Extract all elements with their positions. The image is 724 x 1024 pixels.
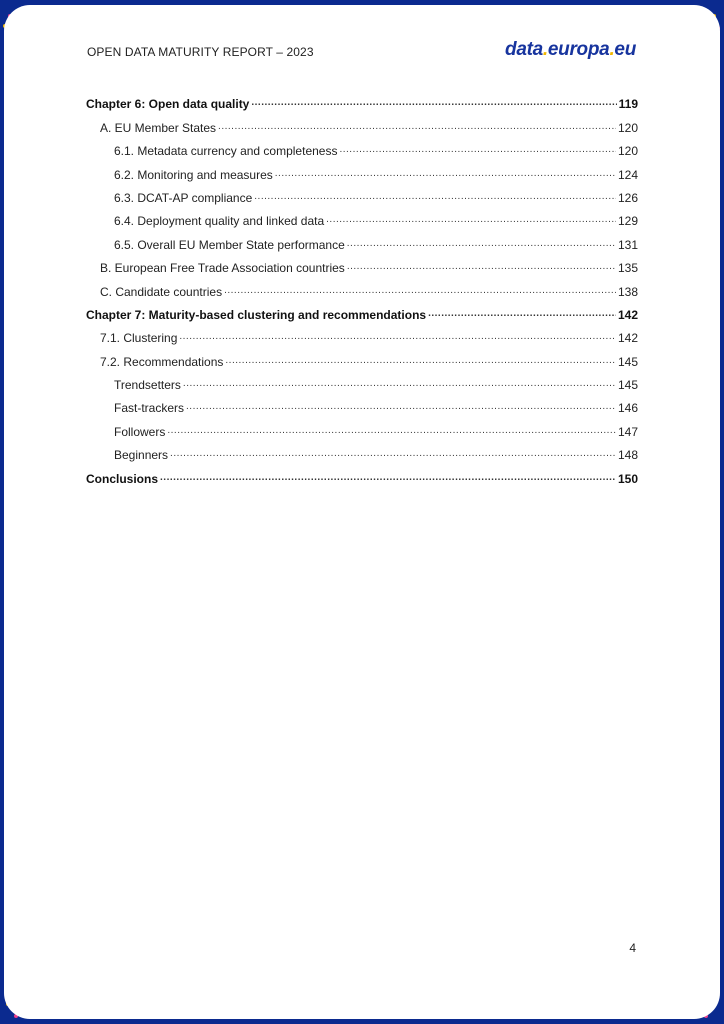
toc-entry-label: C. Candidate countries — [100, 284, 223, 299]
toc-entry-7-2[interactable] — [86, 345, 638, 368]
toc-dot-leader — [160, 473, 616, 483]
toc-dot-leader — [347, 239, 616, 249]
toc-entry-page: 138 — [617, 284, 638, 299]
toc-dot-leader — [186, 402, 616, 412]
toc-entry-page: 146 — [617, 401, 638, 416]
toc-dot-leader — [218, 122, 616, 132]
page-number: 4 — [629, 941, 636, 955]
toc-entry-fast-trackers[interactable] — [86, 392, 638, 415]
document-page — [4, 5, 720, 1019]
logo-dot-icon: . — [542, 39, 548, 60]
toc-dot-leader — [275, 169, 616, 179]
toc-entry-page: 126 — [617, 190, 638, 205]
toc-entry-7-1[interactable] — [86, 322, 638, 345]
toc-entry-efta-countries[interactable] — [86, 252, 638, 275]
toc-entry-label: Chapter 7: Maturity-based clustering and recommendations — [86, 307, 427, 322]
toc-entry-label: A. EU Member States — [100, 120, 217, 135]
toc-entry-label: Followers — [114, 424, 166, 439]
data-europa-logo — [505, 39, 636, 61]
logo-text-europa: europa — [547, 39, 610, 60]
toc-entry-label: 6.2. Monitoring and measures — [114, 167, 273, 182]
toc-entry-page: 142 — [617, 307, 638, 322]
toc-entry-6-3[interactable] — [86, 182, 638, 205]
toc-entry-page: 135 — [617, 261, 638, 276]
toc-entry-page: 131 — [617, 237, 638, 252]
toc-entry-beginners[interactable] — [86, 439, 638, 462]
toc-entry-page: 129 — [617, 214, 638, 229]
toc-entry-6-1[interactable] — [86, 135, 638, 158]
toc-entry-label: Trendsetters — [114, 378, 181, 393]
toc-entry-candidate-countries[interactable] — [86, 275, 638, 298]
toc-entry-label: B. European Free Trade Association countries — [100, 261, 345, 276]
logo-dot-icon: . — [609, 39, 615, 60]
toc-entry-page: 145 — [617, 378, 638, 393]
toc-entry-page: 120 — [617, 144, 638, 159]
toc-dot-leader — [170, 449, 616, 459]
toc-dot-leader — [179, 332, 616, 342]
report-header-title: OPEN DATA MATURITY REPORT – 2023 — [87, 45, 314, 59]
logo-text-eu: eu — [614, 39, 636, 60]
toc-entry-eu-member-states[interactable] — [86, 111, 638, 134]
toc-entry-chapter-6[interactable] — [86, 88, 638, 111]
toc-entry-page: 142 — [617, 331, 638, 346]
toc-entry-page: 148 — [617, 448, 638, 463]
toc-entry-label: Fast-trackers — [114, 401, 185, 416]
toc-entry-label: Conclusions — [86, 471, 159, 486]
toc-entry-label: Beginners — [114, 448, 169, 463]
toc-entry-followers[interactable] — [86, 415, 638, 438]
toc-dot-leader — [347, 262, 616, 272]
toc-entry-page: 119 — [618, 97, 638, 112]
toc-entry-6-2[interactable] — [86, 158, 638, 181]
toc-entry-trendsetters[interactable] — [86, 369, 638, 392]
table-of-contents — [86, 88, 638, 486]
logo-text-data: data — [505, 39, 543, 60]
toc-dot-leader — [251, 98, 616, 108]
toc-dot-leader — [326, 215, 616, 225]
toc-entry-label: 6.3. DCAT-AP compliance — [114, 190, 253, 205]
toc-entry-label: 7.1. Clustering — [100, 331, 178, 346]
toc-dot-leader — [225, 356, 616, 366]
toc-entry-label: 7.2. Recommendations — [100, 354, 224, 369]
toc-dot-leader — [167, 426, 616, 436]
toc-entry-6-5[interactable] — [86, 228, 638, 251]
toc-entry-page: 150 — [617, 471, 638, 486]
toc-dot-leader — [254, 192, 616, 202]
toc-entry-page: 120 — [617, 120, 638, 135]
toc-dot-leader — [428, 309, 616, 319]
toc-entry-label: Chapter 6: Open data quality — [86, 97, 250, 112]
toc-entry-conclusions[interactable] — [86, 462, 638, 485]
toc-entry-label: 6.5. Overall EU Member State performance — [114, 237, 345, 252]
toc-entry-page: 124 — [617, 167, 638, 182]
toc-entry-page: 145 — [617, 354, 638, 369]
toc-entry-label: 6.4. Deployment quality and linked data — [114, 214, 325, 229]
toc-entry-6-4[interactable] — [86, 205, 638, 228]
toc-entry-page: 147 — [617, 424, 638, 439]
toc-dot-leader — [339, 145, 616, 155]
toc-entry-label: 6.1. Metadata currency and completeness — [114, 144, 338, 159]
toc-dot-leader — [224, 286, 616, 296]
toc-entry-chapter-7[interactable] — [86, 299, 638, 322]
toc-dot-leader — [183, 379, 616, 389]
